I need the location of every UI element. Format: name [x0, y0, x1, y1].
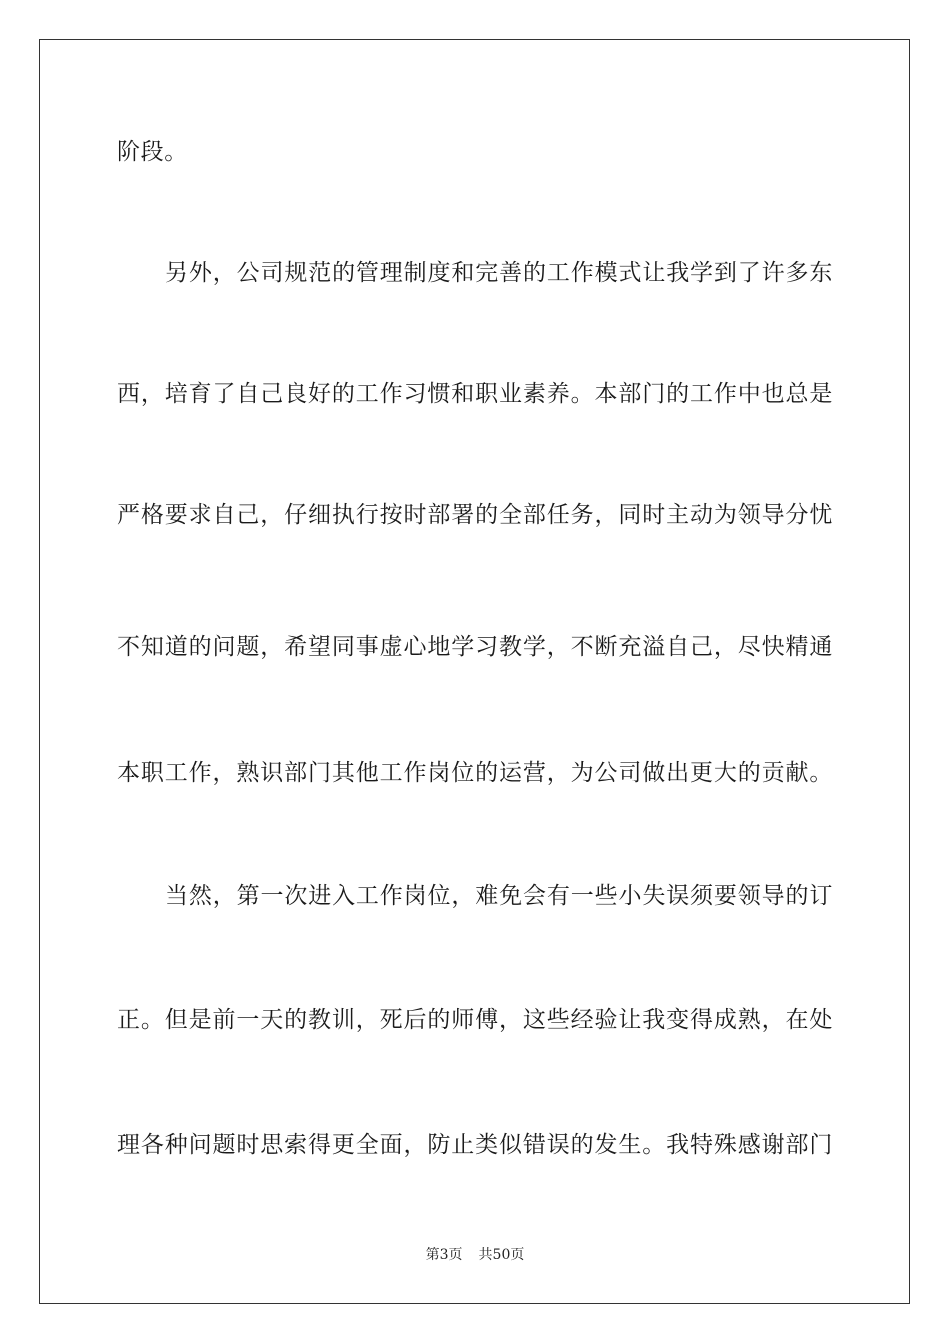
page-footer [0, 1245, 950, 1265]
paragraph-first-line: 另外，公司规范的管理制度和完善的工作模式让我学到了许多东 [165, 260, 833, 286]
page-border [39, 39, 910, 1304]
paragraph-first-line: 当然，第一次进入工作岗位，难免会有一些小失误须要领导的订 [165, 883, 833, 909]
text-line: 西，培育了自己良好的工作习惯和职业素养。本部门的工作中也总是 [117, 381, 833, 407]
text-line: 本职工作，熟识部门其他工作岗位的运营，为公司做出更大的贡献。 [117, 760, 833, 786]
page-total: 共50页 [478, 1247, 525, 1263]
text-line: 不知道的问题，希望同事虚心地学习教学，不断充溢自己，尽快精通 [117, 634, 833, 660]
text-line: 阶段。 [117, 139, 188, 165]
text-line: 正。但是前一天的教训，死后的师傅，这些经验让我变得成熟，在处 [117, 1007, 833, 1033]
text-line: 严格要求自己，仔细执行按时部署的全部任务，同时主动为领导分忧 [117, 502, 833, 528]
text-line: 理各种问题时思索得更全面，防止类似错误的发生。我特殊感谢部门 [117, 1132, 833, 1158]
page-number: 第3页 [425, 1247, 463, 1263]
